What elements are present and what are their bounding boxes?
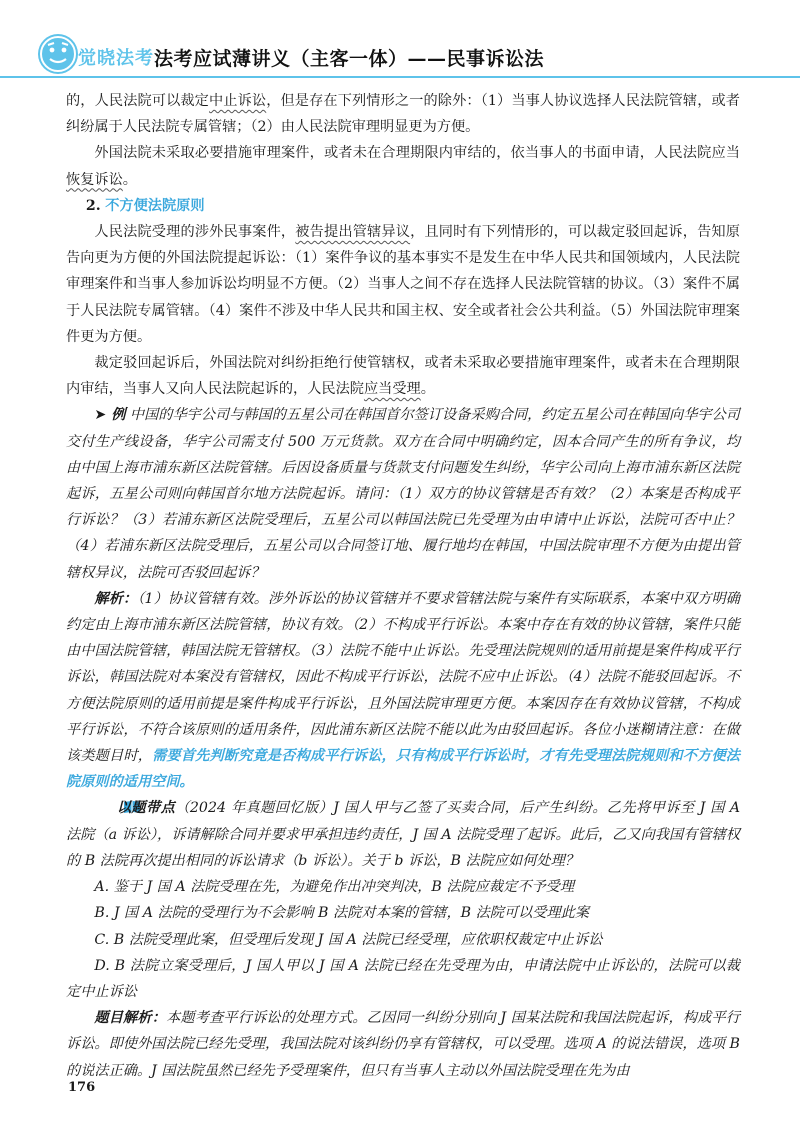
example-block — [66, 402, 740, 585]
emphasis-term: 恢复诉讼 — [66, 171, 123, 188]
option-c: C. B 法院受理此案，但受理后发现 J 国 A 法院已经受理，应依职权裁定中止诉讼 — [94, 931, 603, 948]
page-number: 176 — [68, 1080, 96, 1095]
paragraph-re-accept: 裁定驳回起诉后，外国法院对纠纷拒绝行使管辖权，或者未采取必要措施审理案件，或者未在合理期限内审结，当事人又向人民法院起诉的，人民法院应当受理。 — [66, 355, 740, 398]
header-rule — [0, 76, 800, 78]
option-d: D. B 法院立案受理后，J 国人甲以 J 国 A 法院已经在先受理为由，申请法院中止诉讼的，法院可以裁定中止诉讼 — [66, 957, 740, 1000]
example-text: 中国的华宇公司与韩国的五星公司在韩国首尔签订设备采购合同，约定五星公司在韩国向华宇公司交付生产线设备，华宇公司需支付 500 万元货款。双方在合同中明确约定，因本合同产生的所有争议，均由中国上海市浦东新区法院管辖。后因设备质量与货款支付问题发生纠纷，华宇公司向上海市浦东新区法院起诉，五星公司则向韩国首尔地方法院起诉。请问：（1）双方的协议管辖是否有效？（2）本案是否构成平行诉讼？（3）若浦东新区法院受理后，五星公司以韩国法院已先受理为由申请中止诉讼，法院可否中止？（4）若浦东新区法院受理后，五星公司以合同签订地、履行地均在韩国，中国法院审理不方便为由提出管辖权异议，法院可否驳回起诉？ — [66, 407, 740, 581]
analysis-label: 解析： — [94, 590, 138, 607]
book-title: 法考应试薄讲义（主客一体）——民事诉讼法 — [154, 48, 545, 70]
emphasis-term: 被告提出管辖异议 — [295, 224, 411, 241]
book-icon — [94, 797, 112, 811]
page-header — [0, 0, 800, 80]
brand-name: 觉晓法考 — [78, 48, 154, 69]
question-block — [66, 795, 740, 874]
emphasis-term: 中止诉讼 — [209, 93, 267, 109]
paragraph-continued: 的，人民法院可以裁定中止诉讼，但是存在下列情形之一的除外：（1）当事人协议选择人民法院管辖，或者纠纷属于人民法院专属管辖；（2）由人民法院审理明显更为方便。 — [66, 93, 740, 136]
option-b: B. J 国 A 法院的受理行为不会影响 B 法院对本案的管辖，B 法院可以受理此案 — [94, 905, 590, 922]
question-analysis-text: 本题考查平行诉讼的处理方式。乙因同一纠纷分别向 J 国某法院和我国法院起诉，构成平行诉讼。即使外国法院已经先受理，我国法院对该纠纷仍享有管辖权，可以受理。选项 A 的说法错误，选项 B 的说法正确。J 国法院虽然已经先予受理案件，但只有当事人主动以外国法院受理在先为由 — [66, 1010, 740, 1079]
question-analysis-block — [66, 1005, 740, 1084]
example-label: ➤ 例 — [94, 407, 126, 424]
question-analysis-label: 题目解析： — [94, 1010, 167, 1027]
page-content — [66, 88, 740, 1084]
question-text: （2024 年真题回忆版）J 国人甲与乙签了买卖合同，后产生纠纷。乙先将甲诉至 J 国 A 法院（a 诉讼），诉请解除合同并要求甲承担违约责任，J 国 A 法院受理了起诉。此后，乙又向我国有管辖权的 B 法院再次提出相同的诉讼请求（b 诉讼）。关于 b 诉讼，B 法院应如何处理？ — [66, 800, 740, 869]
option-a: A. 鉴于 J 国 A 法院受理在先，为避免作出冲突判决，B 法院应裁定不予受理 — [94, 879, 575, 896]
paragraph-forum-non-conveniens: 人民法院受理的涉外民事案件，被告提出管辖异议，且同时有下列情形的，可以裁定驳回起诉，告知原告向更为方便的外国法院提起诉讼：（1）案件争议的基本事实不是发生在中华人民共和国领域内，人民法院审理案件和当事人参加诉讼均明显不方便。（2）当事人之间不存在选择人民法院管辖的协议。（3）案件不属于人民法院专属管辖。（4）案件不涉及中华人民共和国主权、安全或者社会公共利益。（5）外国法院审理案件更为方便。 — [66, 224, 740, 345]
emphasis-term: 应当受理 — [363, 381, 421, 398]
analysis-block — [66, 586, 740, 796]
question-tag: 以题带点 — [116, 800, 176, 817]
paragraph-restore: 外国法院未采取必要措施审理案件，或者未在合理期限内审结的，依当事人的书面申请，人民法院应当恢复诉讼。 — [66, 145, 740, 188]
analysis-highlight: 需要首先判断究竟是否构成平行诉讼，只有构成平行诉讼时，才有先受理法院规则和不方便法院原则的适用空间。 — [66, 748, 740, 791]
section-heading: 2. 不方便法院原则 — [85, 197, 205, 214]
logo-icon — [38, 34, 78, 74]
analysis-text: （1）协议管辖有效。涉外诉讼的协议管辖并不要求管辖法院与案件有实际联系，本案中双方明确约定由上海市浦东新区法院管辖，协议有效。（2）不构成平行诉讼。本案中存在有效的协议管辖，案件只能由中国法院管辖，韩国法院无管辖权。（3）法院不能中止诉讼。先受理法院规则的适用前提是案件构成平行诉讼，韩国法院对本案没有管辖权，因此不构成平行诉讼，法院不应中止诉讼。（4）法院不能驳回起诉。不方便法院原则的适用前提是案件构成平行诉讼，且外国法院审理更方便。本案因存在有效协议管辖，不构成平行诉讼，不符合该原则的适用条件，因此浦东新区法院不能以此为由驳回起诉。各位小迷糊请注意：在做该类题目时， — [66, 590, 740, 765]
